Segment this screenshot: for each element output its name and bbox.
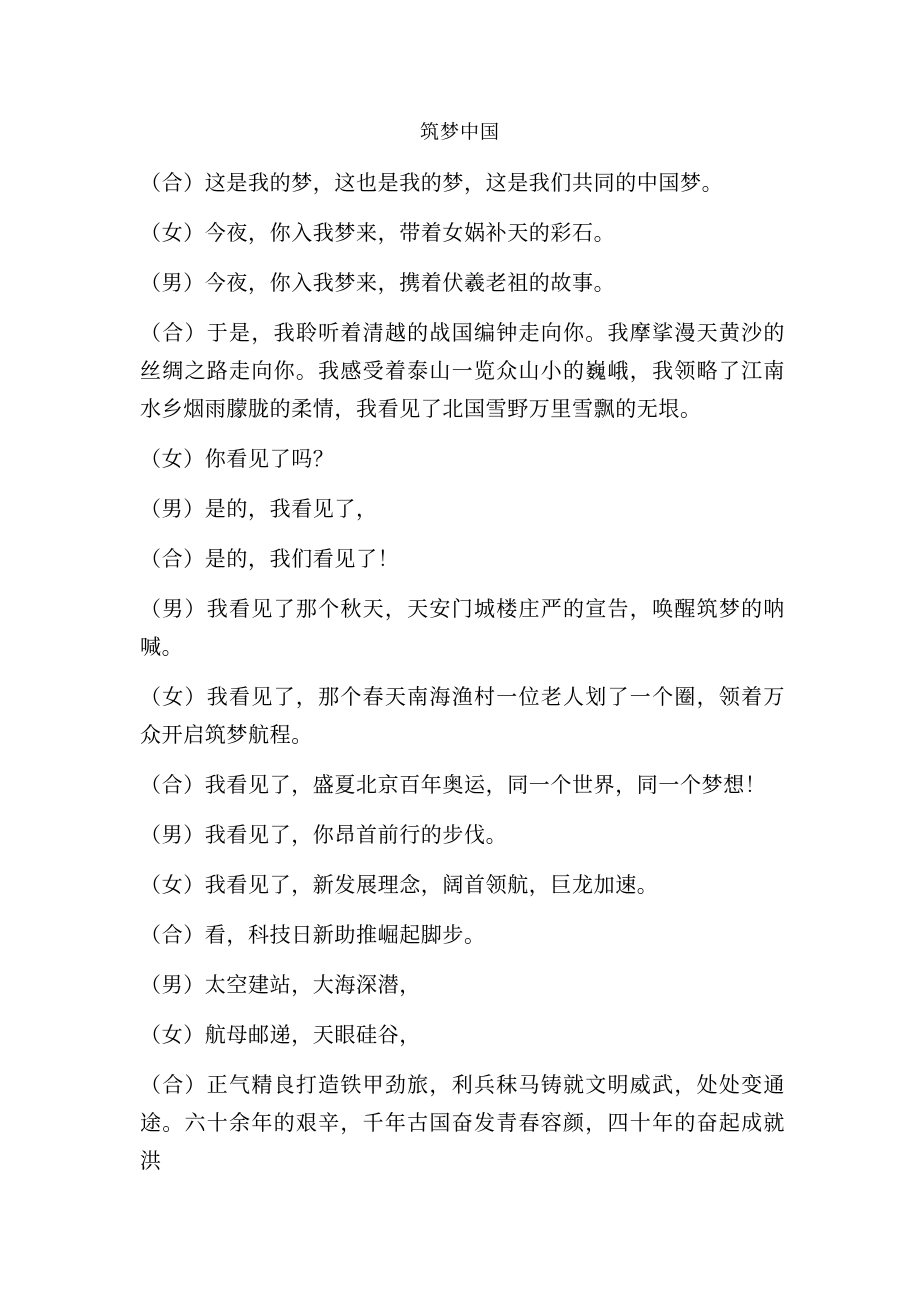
paragraph: （合）正气精良打造铁甲劲旅，利兵秣马铸就文明威武，处处变通途。六十余年的艰辛，千年古国奋发青春容颜，四十年的奋起成就洪 <box>140 1073 785 1173</box>
paragraph: （男）我看见了，你昂首前行的步伐。 <box>140 823 508 847</box>
paragraph: （男）太空建站，大海深潜， <box>140 973 421 997</box>
paragraph: （女）航母邮递，天眼硅谷， <box>140 1023 421 1047</box>
paragraph: （女）我看见了，新发展理念，阔首领航，巨龙加速。 <box>140 873 659 897</box>
paragraph: （男）今夜，你入我梦来，携着伏羲老祖的故事。 <box>140 271 616 295</box>
paragraph: （合）这是我的梦，这也是我的梦，这是我们共同的中国梦。 <box>140 171 724 195</box>
paragraph: （合）看，科技日新助推崛起脚步。 <box>140 923 486 947</box>
paragraph: （合）于是，我聆听着清越的战国编钟走向你。我摩挲漫天黄沙的丝绸之路走向你。我感受着泰山一览众山小的巍峨，我领略了江南水乡烟雨朦胧的柔情，我看见了北国雪野万里雪飘的无垠。 <box>140 321 785 421</box>
paragraph: （女）我看见了，那个春天南海渔村一位老人划了一个圈，领着万众开启筑梦航程。 <box>140 685 785 747</box>
document-title: 筑梦中国 <box>419 121 500 143</box>
paragraph: （女）你看见了吗？ <box>140 447 335 471</box>
paragraph: （女）今夜，你入我梦来，带着女娲补天的彩石。 <box>140 221 616 245</box>
document-body <box>140 164 785 1192</box>
paragraph: （男）我看见了那个秋天，天安门城楼庄严的宣告，唤醒筑梦的呐喊。 <box>140 597 785 659</box>
paragraph: （合）我看见了，盛夏北京百年奥运，同一个世界，同一个梦想！ <box>140 773 767 797</box>
paragraph: （合）是的，我们看见了！ <box>140 547 400 571</box>
paragraph: （男）是的，我看见了， <box>140 497 378 521</box>
